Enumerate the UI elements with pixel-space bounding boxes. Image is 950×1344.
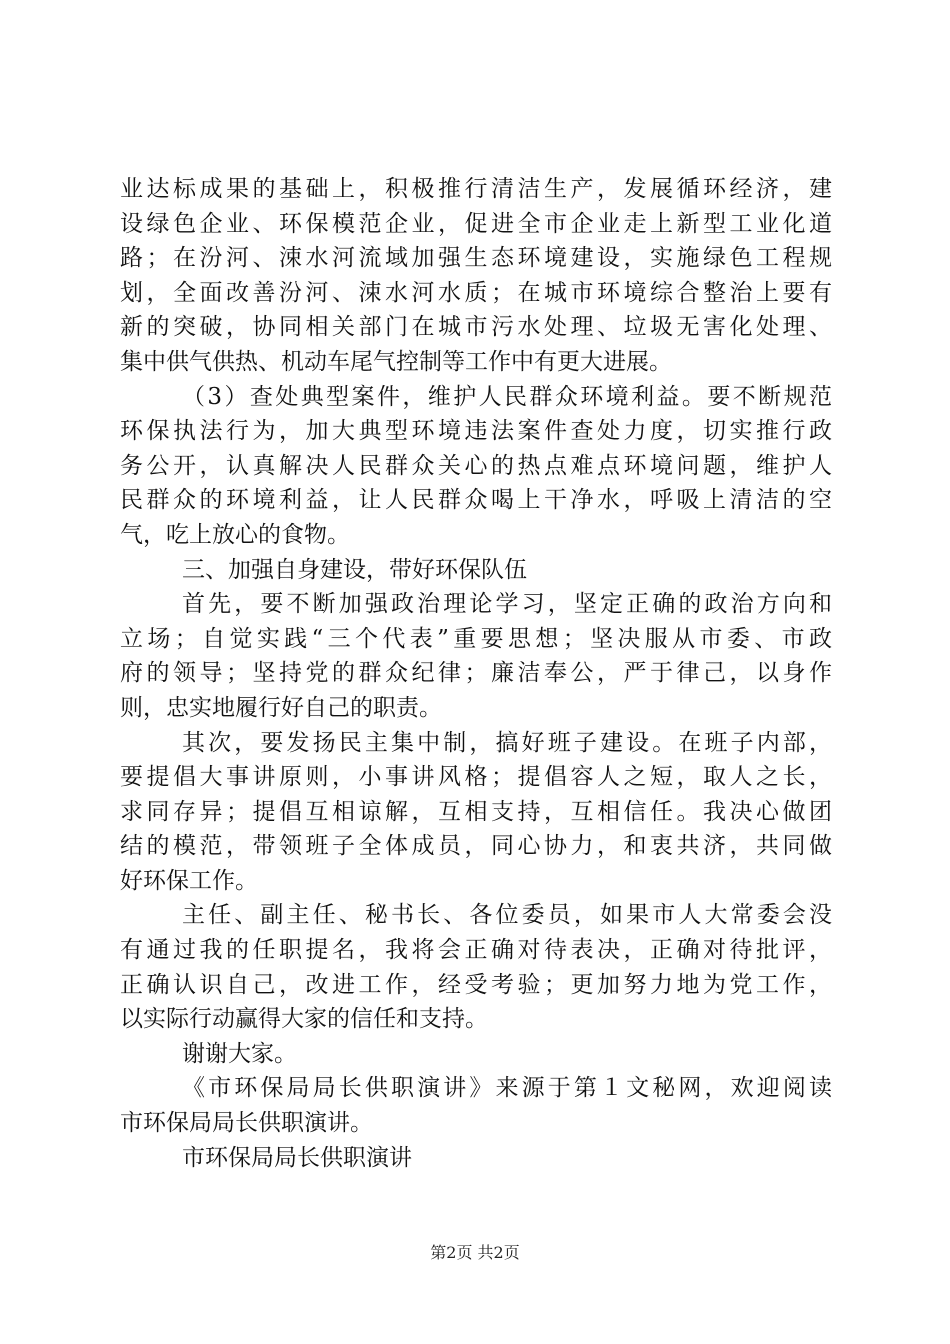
document-title-line: 市环保局局长供职演讲 [182,1144,412,1171]
text-line: 设绿色企业、环保模范企业，促进全市企业走上新型工业化道 [120,210,832,237]
text-line: 有通过我的任职提名，我将会正确对待表决，正确对待批评， [120,937,832,964]
text-line: 要提倡大事讲原则，小事讲风格；提倡容人之短，取人之长， [120,764,832,791]
text-line: 结的模范，带领班子全体成员，同心协力，和衷共济，共同做 [120,833,832,860]
paragraph-start-line: 其次，要发扬民主集中制，搞好班子建设。在班子内部， [182,729,832,756]
text-line: 以实际行动赢得大家的信任和支持。 [120,1006,488,1033]
paragraph-start-line: 首先，要不断加强政治理论学习，坚定正确的政治方向和 [182,591,832,618]
text-line: 务公开，认真解决人民群众关心的热点难点环境问题，维护人 [120,452,832,479]
source-note-line: 《市环保局局长供职演讲》来源于第１文秘网，欢迎阅读 [182,1075,832,1102]
section-heading: 三、加强自身建设，带好环保队伍 [182,556,527,583]
text-line: 正确认识自己，改进工作，经受考验；更加努力地为党工作， [120,971,832,998]
text-line: 环保执法行为，加大典型环境违法案件查处力度，切实推行政 [120,418,832,445]
closing-line: 谢谢大家。 [182,1040,297,1067]
paragraph-start-line: 主任、副主任、秘书长、各位委员，如果市人大常委会没 [182,902,832,929]
text-line: 民群众的环境利益，让人民群众喝上干净水，呼吸上清洁的空 [120,487,832,514]
text-line: 业达标成果的基础上，积极推行清洁生产，发展循环经济，建 [120,176,832,202]
text-line: 新的突破，协同相关部门在城市污水处理、垃圾无害化处理、 [120,314,832,341]
source-note-line: 市环保局局长供职演讲。 [120,1110,373,1137]
text-line: 划，全面改善汾河、涑水河水质；在城市环境综合整治上要有 [120,279,832,306]
text-line: 立场；自觉实践“三个代表”重要思想；坚决服从市委、市政 [120,625,832,652]
text-line: 求同存异；提倡互相谅解，互相支持，互相信任。我决心做团 [120,798,832,825]
document-body [120,172,832,1175]
paragraph-start-line: （3）查处典型案件，维护人民群众环境利益。要不断规范 [182,383,832,410]
text-line: 路；在汾河、涑水河流域加强生态环境建设，实施绿色工程规 [120,245,832,272]
text-line: 集中供气供热、机动车尾气控制等工作中有更大进展。 [120,348,672,375]
page-number-footer: 第2页 共2页 [430,1243,520,1262]
text-line: 气，吃上放心的食物。 [120,521,350,548]
text-line: 好环保工作。 [120,867,258,894]
text-line: 则，忠实地履行好自己的职责。 [120,694,442,721]
text-line: 府的领导；坚持党的群众纪律；廉洁奉公，严于律己，以身作 [120,660,832,687]
